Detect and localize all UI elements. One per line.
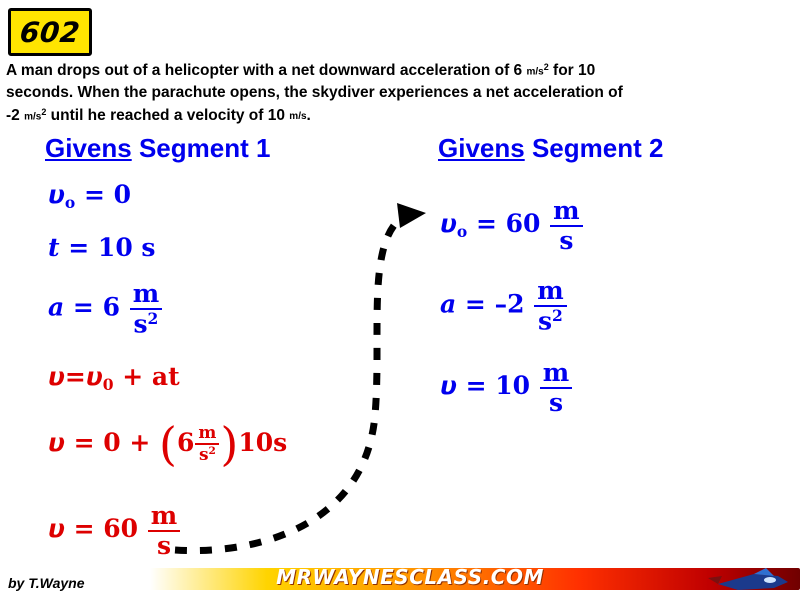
unit-exponent: 2 (543, 61, 549, 72)
seg2-v0-units-denominator: s (550, 225, 582, 254)
seg1-a-value: = 6 (72, 292, 120, 322)
seg1-result-units-numerator: m (150, 501, 178, 530)
seg1-calc-six: 6 (176, 428, 195, 458)
problem-line1-part2: for 10 (548, 62, 596, 79)
seg2-a-units-numerator: m (537, 276, 564, 305)
seg1-a-symbol: a (48, 292, 65, 322)
seg1-a-units-denominator (130, 308, 162, 337)
seg2-v-symbol: υ (440, 371, 457, 400)
seg2-v0-value: = 60 (475, 209, 541, 238)
problem-line1-part1: A man drops out of a helicopter with a net downward acceleration of 6 (6, 62, 527, 79)
problem-line2: seconds. When the parachute opens, the skydiver experiences a net acceleration of (6, 84, 623, 102)
seg1-calc-eq: = 0 + (73, 428, 151, 458)
seg2-v-units-numerator: m (542, 358, 570, 387)
seg1-calc-den-exponent: 2 (208, 445, 216, 458)
seg2-v0-units-numerator: m (553, 196, 580, 225)
connector-arrow-icon (160, 185, 460, 565)
seg1-a-units-numerator: m (132, 279, 160, 308)
givens-heading-segment-2 (438, 133, 663, 164)
unit-denominator-2: s (35, 110, 42, 122)
seg2-v-units-fraction (540, 360, 572, 415)
problem-line3-part3: . (306, 106, 311, 124)
seg1-close-paren: ) (220, 417, 239, 472)
seg1-eq-v-subscript: 0 (102, 374, 114, 394)
seg1-result-v-symbol: υ (48, 514, 65, 543)
givens-label-1: Givens (45, 133, 132, 163)
seg1-v0-value: = 0 (83, 180, 131, 209)
seg1-calc-tail: 10s (238, 428, 288, 458)
givens-heading-segment-1 (45, 133, 270, 164)
seg1-acceleration (48, 281, 163, 337)
seg1-result-units-denominator: s (148, 530, 180, 559)
footer (0, 562, 800, 600)
seg2-v0-subscript: o (456, 221, 468, 241)
seg2-a-den-text: s (537, 306, 553, 336)
seg1-t-symbol: t (48, 233, 60, 262)
seg2-a-value: = –2 (464, 289, 525, 319)
footer-author-text: by T.Wayne (8, 575, 85, 591)
seg2-a-units-denominator (534, 305, 566, 334)
unit-numerator: m (526, 66, 536, 77)
unit-numerator-2: m (24, 110, 33, 122)
seg1-v0-symbol: υ (48, 180, 65, 209)
seg1-eq-v-symbol: υ=υ (48, 362, 103, 391)
seg1-calc-den-text: s (198, 445, 209, 466)
seg1-calc-v-symbol: υ (48, 428, 65, 458)
seg2-v0-symbol: υ (440, 209, 457, 238)
seg1-t-value: = 10 s (68, 233, 156, 262)
segment-2-label: Segment 2 (524, 133, 664, 163)
givens-label-2: Givens (438, 133, 525, 163)
rocket-body (718, 574, 788, 590)
seg1-time (48, 233, 156, 262)
seg2-v-units-denominator: s (540, 387, 572, 416)
connector-arrow-path (175, 215, 405, 551)
seg2-v0-units-fraction (550, 198, 582, 253)
seg2-initial-velocity (440, 198, 584, 253)
seg1-open-paren: ( (159, 417, 177, 472)
unit-m-per-s2-inline: $m/s^2$ (526, 61, 549, 77)
seg2-v-value: = 10 (465, 371, 531, 400)
rocket-icon (708, 564, 794, 594)
problem-statement (6, 60, 794, 127)
seg1-result-value: = 60 (73, 514, 139, 543)
problem-line3-part1: -2 (6, 106, 25, 124)
problem-line3-part2: until he reached a velocity of 10 (46, 106, 290, 124)
unit-m-per-s2-inline-2: $m/s^2$ (24, 106, 47, 122)
seg2-a-units-fraction (534, 278, 566, 334)
unit-exponent-2: 2 (41, 106, 47, 117)
seg2-a-den-exponent: 2 (552, 305, 563, 325)
unit-numerator-3: m (289, 110, 299, 122)
connector-arrow-head (397, 203, 426, 228)
unit-denominator: s (538, 66, 544, 77)
unit-denominator-3: s (300, 110, 307, 122)
seg1-v0-subscript: o (64, 192, 76, 212)
seg1-a-den-text: s (133, 309, 148, 339)
rocket-tail (708, 576, 722, 584)
unit-m-per-s-inline: m/s (289, 110, 307, 122)
seg1-a-units-fraction (130, 281, 162, 337)
seg1-eq-rest: + at (122, 362, 180, 391)
seg1-calc-units-numerator: m (198, 423, 217, 443)
seg1-a-den-exponent: 2 (147, 308, 159, 328)
seg1-initial-velocity (48, 180, 131, 212)
segment-1-label: Segment 1 (131, 133, 271, 163)
footer-website-text: MRWAYNESCLASS.COM (276, 565, 544, 589)
slide-number-badge (8, 8, 92, 56)
slide-number-text: 602 (18, 15, 82, 49)
rocket-window (764, 577, 776, 583)
seg2-a-symbol: a (440, 289, 457, 319)
